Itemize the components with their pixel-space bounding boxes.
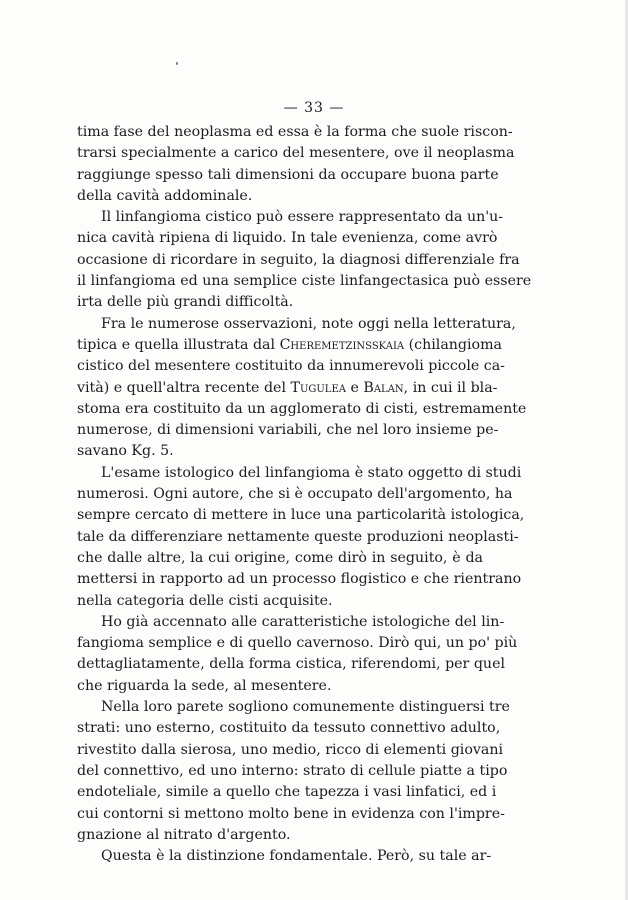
text-line: Ho già accennato alle caratteristiche istologiche del lin- — [101, 613, 505, 630]
author-name: Balan — [363, 379, 404, 396]
text-line: mettersi in rapporto ad un processo flogistico e che rientrano — [77, 571, 522, 588]
text-line: tima fase del neoplasma ed essa è la forma che suole riscon- — [77, 124, 513, 140]
text-line: raggiunge spesso tali dimensioni da occupare buona parte — [77, 166, 499, 183]
text-line — [77, 335, 502, 356]
text-line — [77, 378, 498, 399]
paragraph-5 — [77, 612, 518, 697]
paragraph-7 — [77, 846, 492, 867]
body-text — [77, 122, 532, 867]
text-line: nella categoria delle cisti acquisite. — [77, 592, 333, 609]
text-line: stoma era costituito da un agglomerato di cisti, estremamente — [77, 400, 527, 417]
text-line: del connettivo, ed uno interno: strato di cellule piatte a tipo — [77, 762, 508, 779]
text-line: che riguarda la sede, al mesentere. — [77, 677, 332, 694]
text-line: Il linfangioma cistico può essere rappresentato da un'u- — [101, 209, 504, 226]
text-line: fangioma semplice e di quello cavernoso. Dirò qui, un po' più — [77, 635, 518, 652]
text-line: strati: uno esterno, costituito da tessuto connettivo adulto, — [77, 720, 501, 737]
text-line: numerose, di dimensioni variabili, che nel loro insieme pe- — [77, 422, 499, 439]
page-number: — 33 — — [283, 100, 345, 116]
text-line: irta delle più grandi difficoltà. — [77, 294, 294, 311]
author-name: Cheremetzinsskaia — [279, 336, 405, 353]
text-line: savano Kg. 5. — [77, 443, 174, 460]
text-segment: , in cui il bla- — [403, 379, 498, 396]
text-line: sempre cercato di mettere in luce una particolarità istologica, — [77, 507, 525, 524]
paragraph-1 — [77, 122, 515, 207]
text-line: il linfangioma ed una semplice ciste linfangectasica può essere — [77, 273, 532, 290]
text-line: che dalle altre, la cui origine, come dirò in seguito, è da — [77, 549, 483, 566]
text-line: trarsi specialmente a carico del mesentere, ove il neoplasma — [77, 145, 515, 162]
text-line: Questa è la distinzione fondamentale. Però, su tale ar- — [101, 848, 492, 865]
text-segment: tipica e quella illustrata dal — [77, 336, 280, 353]
paragraph-2 — [77, 207, 532, 313]
author-name: Tugulea — [290, 379, 346, 396]
text-line: numerosi. Ogni autore, che si è occupato dell'argomento, ha — [77, 486, 513, 503]
text-line: endoteliale, simile a quello che tapezza i vasi linfatici, ed i — [77, 784, 497, 801]
paragraph-4 — [77, 463, 525, 612]
text-line: dettagliatamente, della forma cistica, riferendomi, per quel — [77, 656, 506, 673]
text-line: cui contorni si mettono molto bene in evidenza con l'impre- — [77, 805, 505, 822]
text-line: tale da differenziare nettamente queste produzioni neoplasti- — [77, 528, 519, 545]
text-segment: (chilangioma — [404, 336, 502, 353]
text-segment: e — [345, 379, 364, 396]
text-line: L'esame istologico del linfangioma è stato oggetto di studi — [101, 464, 522, 481]
ink-speck — [176, 62, 178, 65]
text-line: Nella loro parete sogliono comunemente distinguersi tre — [101, 699, 510, 716]
text-line: della cavità addominale. — [77, 187, 253, 204]
text-line: nica cavità ripiena di liquido. In tale evenienza, come avrò — [77, 230, 498, 247]
text-segment: vità) e quell'altra recente del — [77, 379, 291, 396]
paragraph-3 — [77, 314, 527, 463]
text-line: Fra le numerose osservazioni, note oggi nella letteratura, — [101, 315, 516, 332]
text-line: cistico del mesentere costituito da innumerevoli piccole ca- — [77, 358, 505, 375]
paragraph-6 — [77, 697, 510, 846]
text-line: rivestito dalla sierosa, uno medio, ricco di elementi giovani — [77, 741, 504, 758]
text-line: occasione di ricordare in seguito, la diagnosi differenziale fra — [77, 251, 520, 268]
text-line: gnazione al nitrato d'argento. — [77, 826, 291, 843]
